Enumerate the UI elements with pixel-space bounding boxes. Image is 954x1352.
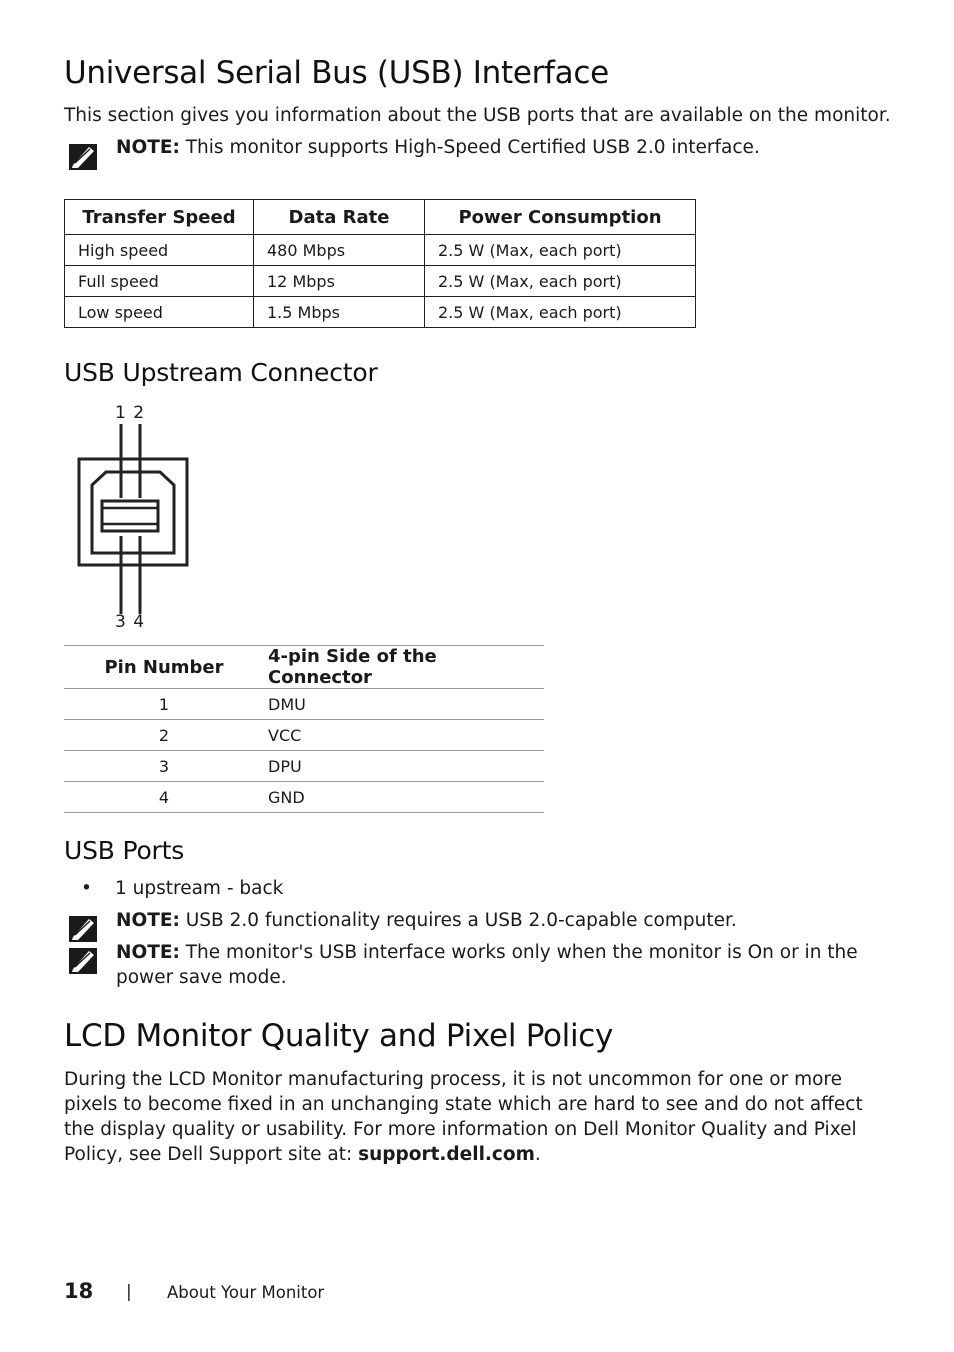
note-pencil-icon	[68, 913, 98, 943]
table-header: 4-pin Side of the Connector	[264, 646, 544, 689]
pin-number: 2	[64, 720, 264, 751]
table-cell: Full speed	[65, 266, 254, 297]
support-link[interactable]: support.dell.com	[358, 1144, 535, 1165]
table-header-row	[64, 646, 544, 689]
table-row	[65, 266, 696, 297]
table-cell: 480 Mbps	[254, 235, 425, 266]
table-cell: 1.5 Mbps	[254, 297, 425, 328]
table-row	[64, 720, 544, 751]
pin-signal: GND	[264, 782, 544, 813]
footer-chapter-label: About Your Monitor	[167, 1283, 325, 1302]
table-row	[64, 689, 544, 720]
usb-speed-table	[64, 199, 696, 328]
footer-separator: |	[126, 1282, 132, 1302]
table-cell: Low speed	[65, 297, 254, 328]
table-row	[64, 782, 544, 813]
table-header-row	[65, 200, 696, 235]
note-pencil-icon	[68, 945, 98, 975]
note-usb-capable	[116, 908, 906, 933]
table-cell: 12 Mbps	[254, 266, 425, 297]
connector-label-bottom: 3 4	[115, 612, 146, 632]
usb-intro: This section gives you information about the USB ports that are available on the monitor.	[64, 105, 891, 126]
section-title-usb: Universal Serial Bus (USB) Interface	[64, 55, 609, 91]
table-cell: High speed	[65, 235, 254, 266]
section-title-lcd: LCD Monitor Quality and Pixel Policy	[64, 1018, 614, 1054]
pin-signal: DPU	[264, 751, 544, 782]
table-header: Transfer Speed	[65, 200, 254, 235]
note-body: The monitor's USB interface works only when the monitor is On or in the power save mode.	[116, 942, 858, 988]
lcd-policy-text	[64, 1067, 879, 1167]
ports-list	[64, 876, 283, 901]
pin-number: 3	[64, 751, 264, 782]
lcd-policy-tail: .	[534, 1144, 541, 1165]
table-row	[65, 297, 696, 328]
note-usb-power-mode	[116, 940, 886, 990]
note-label: NOTE:	[116, 910, 180, 931]
section-title-upstream: USB Upstream Connector	[64, 358, 378, 387]
note-label: NOTE:	[116, 942, 180, 963]
list-item: • 1 upstream - back	[64, 876, 283, 901]
table-header: Data Rate	[254, 200, 425, 235]
note-pencil-icon	[68, 141, 98, 171]
note-usb-highspeed	[116, 135, 760, 160]
table-cell: 2.5 W (Max, each port)	[425, 235, 696, 266]
pin-number: 1	[64, 689, 264, 720]
usb-b-connector-diagram	[76, 424, 190, 614]
table-header: Pin Number	[64, 646, 264, 689]
pin-table	[64, 645, 544, 813]
lcd-policy-body: During the LCD Monitor manufacturing process, it is not uncommon for one or more pixels to become fixed in an unchanging state which are hard to see and do not affect the display quality or usability. For more information on Dell Monitor Quality and Pixel Policy, see Dell Support site at:	[64, 1069, 863, 1165]
pin-signal: DMU	[264, 689, 544, 720]
table-cell: 2.5 W (Max, each port)	[425, 297, 696, 328]
pin-signal: VCC	[264, 720, 544, 751]
section-title-ports: USB Ports	[64, 836, 185, 865]
page-number: 18	[64, 1279, 94, 1303]
table-header: Power Consumption	[425, 200, 696, 235]
note-body: This monitor supports High-Speed Certified USB 2.0 interface.	[179, 137, 760, 158]
note-label: NOTE:	[116, 137, 180, 158]
connector-label-top: 1 2	[115, 403, 146, 423]
table-row	[64, 751, 544, 782]
note-body: USB 2.0 functionality requires a USB 2.0-capable computer.	[179, 910, 737, 931]
table-row	[65, 235, 696, 266]
pin-number: 4	[64, 782, 264, 813]
table-cell: 2.5 W (Max, each port)	[425, 266, 696, 297]
